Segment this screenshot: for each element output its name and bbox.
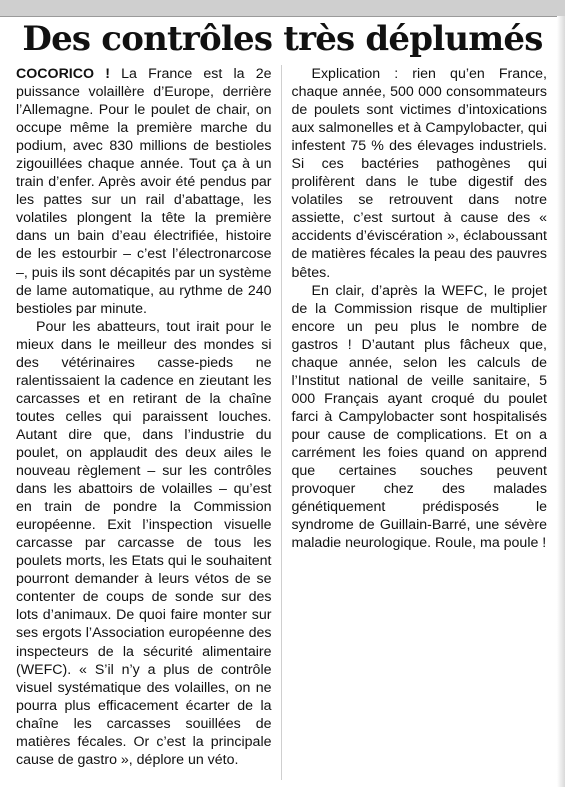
column-divider (281, 65, 282, 780)
paragraph-1 (16, 65, 272, 318)
paragraph-1-text: La France est la 2e puissance volaillère d’Europe, derrière l’Allemagne. Pour le poulet de chair, on occupe même la première marche du podium, avec 830 millions de bestioles zigouillées chaque année. Tout ça à un train d’enfer. Après avoir été pendus par les pattes sur un rail d’abattage, les volatiles plongent la tête la première dans un bain d’eau électrifiée, histoire de les estourbir – c’est l’électronarcose –, puis ils sont décapités par un système de lame automatique, au rythme de 240 bestioles par minute. (16, 66, 272, 317)
lead-in: COCORICO ! (16, 66, 110, 82)
page-edge-shadow (557, 16, 565, 787)
paragraph-2: Pour les abatteurs, tout irait pour le mieux dans le meilleur des mondes si des vétérinaires casse-pieds ne ralentissaient la cadence en zieutant les carcasses et en retirant de la chaîne toutes celles qui paraissent louches. Autant dire que, dans l’industrie du poulet, on applaudit des deux ailes le nouveau règlement – sur les contrôles dans les abattoirs de volailles – qu’est en train de pondre la Commission européenne. Exit l’inspection visuelle carcasse par carcasse de tous les poulets morts, les Etats qui le souhaitent pourront demander à leurs vétos de se contenter de coups de sonde sur des lots d’animaux. De quoi faire monter sur ses ergots l’Association européenne des inspecteurs de la sécurité alimentaire (WEFC). « S’il n’y a plus de contrôle visuel systématique des volailles, on ne pourra plus efficacement écarter de la chaîne les carcasses souillées de matières fécales. Or c’est la principale cause de gastro », déplore un véto. (16, 318, 272, 768)
previous-article-edge (0, 0, 565, 17)
headline: Des contrôles très déplumés (22, 19, 543, 59)
paragraph-3: Explication : rien qu’en France, chaque année, 500 000 consommateurs de poulets sont victimes d’intoxications aux salmonelles et à Campylobacter, qui infestent 75 % des élevages industriels. Si ces bactéries pathogènes qui prolifèrent dans le tube digestif des volatiles se retrouvent dans notre assiette, c’est surtout à cause des « accidents d’éviscération », éclaboussant de matières fécales la peau des pauvres bêtes. (291, 66, 547, 281)
paragraph-4: En clair, d’après la WEFC, le projet de la Commission risque de multiplier encore un peu plus le nombre de gastros ! D’autant plus fâcheux que, chaque année, selon les calculs de l’Institut national de veille sanitaire, 5 000 Français ayant croqué du poulet farci à Campylobacter sont hospitalisés pour cause de complications. Et on a carrément les foies quand on apprend que certaines souches peuvent provoquer chez des malades génétiquement prédisposés le syndrome de Guillain-Barré, une sévère maladie neurologique. Roule, ma poule ! (291, 282, 547, 552)
